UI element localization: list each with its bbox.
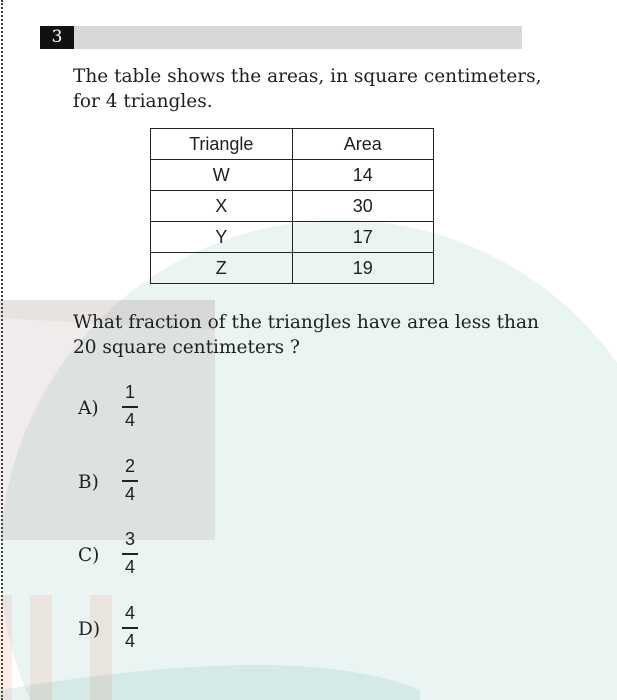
table-row xyxy=(151,191,434,222)
watermark-coral-pillar-2 xyxy=(30,595,52,700)
fraction-numerator: 2 xyxy=(124,456,135,476)
table-row xyxy=(151,222,434,253)
choice-letter: A) xyxy=(78,398,99,419)
fraction-denominator: 4 xyxy=(124,556,135,577)
triangle-name-cell: W xyxy=(151,160,293,191)
table-header-row xyxy=(151,129,434,160)
dotted-margin-line xyxy=(1,0,3,700)
fraction-denominator: 4 xyxy=(124,630,135,651)
question-text: What fraction of the triangles have area less than 20 square centimeters ? xyxy=(73,312,539,358)
table-header-triangle: Triangle xyxy=(151,129,293,160)
question-header-bar xyxy=(40,26,522,49)
triangle-area-table xyxy=(150,128,434,284)
fraction-denominator: 4 xyxy=(124,483,135,504)
watermark-teal-arc xyxy=(0,665,420,700)
choice-fraction xyxy=(122,601,138,655)
table-header-area: Area xyxy=(292,129,434,160)
triangle-name-cell: X xyxy=(151,191,293,222)
fraction-denominator: 4 xyxy=(124,409,135,430)
fraction-numerator: 1 xyxy=(124,382,135,402)
choice-fraction xyxy=(122,454,138,508)
choice-fraction xyxy=(122,527,138,581)
answer-choice-c[interactable] xyxy=(78,527,218,587)
triangle-name-cell: Y xyxy=(151,222,293,253)
answer-choice-b[interactable] xyxy=(78,454,218,514)
area-value-cell: 19 xyxy=(292,253,434,284)
fraction-numerator: 4 xyxy=(124,603,135,623)
fraction-numerator: 3 xyxy=(124,529,135,549)
area-value-cell: 30 xyxy=(292,191,434,222)
choice-letter: D) xyxy=(78,619,101,640)
choice-fraction xyxy=(122,380,138,434)
choice-letter: C) xyxy=(78,545,100,566)
table-row xyxy=(151,253,434,284)
question-prompt: The table shows the areas, in square centimeters, for 4 triangles. xyxy=(73,66,542,112)
area-value-cell: 17 xyxy=(292,222,434,253)
answer-choice-a[interactable] xyxy=(78,380,218,440)
answer-choice-d[interactable] xyxy=(78,601,218,661)
question-number: 3 xyxy=(40,26,74,49)
table-row xyxy=(151,160,434,191)
choice-letter: B) xyxy=(78,472,99,493)
triangle-name-cell: Z xyxy=(151,253,293,284)
area-value-cell: 14 xyxy=(292,160,434,191)
